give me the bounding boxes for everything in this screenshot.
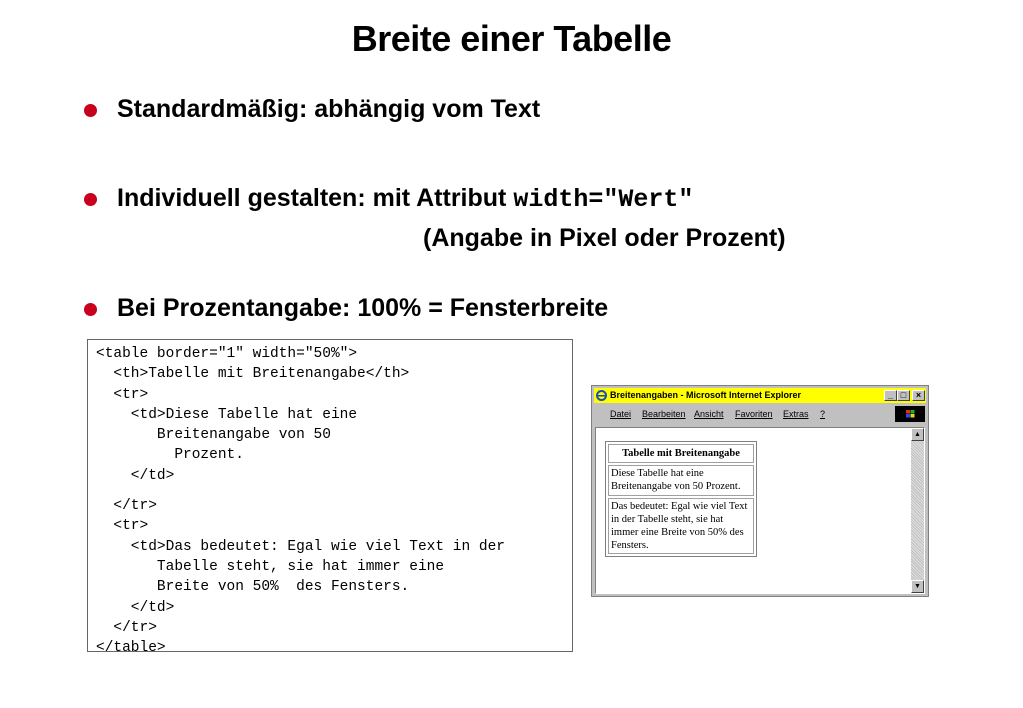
bullet-2-label: Individuell gestalten: mit Attribut — [117, 184, 514, 212]
bullet-dot — [84, 104, 97, 117]
windows-flag-icon — [895, 406, 925, 422]
rendered-table — [605, 441, 757, 557]
bullet-1-text: Standardmäßig: abhängig vom Text — [117, 95, 541, 123]
code-example-box — [87, 339, 573, 657]
scroll-up-button[interactable]: ▲ — [911, 428, 924, 441]
bullet-3-text: Bei Prozentangabe: 100% = Fensterbreite — [117, 294, 609, 322]
menu-datei[interactable]: Datei — [610, 409, 632, 419]
bullet-2-continuation: (Angabe in Pixel oder Prozent) — [423, 224, 786, 252]
bullet-2-text — [117, 184, 693, 214]
rendered-table-cell: Diese Tabelle hat eine Breitenangabe von 50 Prozent. — [608, 465, 754, 495]
browser-titlebar — [594, 388, 926, 403]
browser-viewport — [595, 427, 925, 594]
maximize-button[interactable]: □ — [897, 390, 910, 401]
browser-menubar — [594, 405, 926, 423]
scroll-down-button[interactable]: ▼ — [911, 580, 924, 593]
browser-window — [591, 385, 929, 597]
code-part-2: </tr> <tr> <td>Das bedeutet: Egal wie viel Text in der Tabelle steht, sie hat immer eine Breite von 50% des Fensters. </td> </tr> </table> — [96, 498, 505, 657]
page-title: Breite einer Tabelle — [351, 18, 672, 59]
ie-icon — [596, 390, 607, 401]
menu-favoriten[interactable]: Favoriten — [735, 409, 773, 419]
menu-help[interactable]: ? — [820, 409, 826, 419]
menu-extras[interactable]: Extras — [783, 409, 809, 419]
code-part-1: <table border="1" width="50%"> <th>Tabelle mit Breitenangabe</th> <tr> <td>Diese Tabelle hat eine Breitenangabe von 50 Prozent. </td> — [96, 346, 410, 484]
bullet-dot — [84, 303, 97, 316]
menu-ansicht[interactable]: Ansicht — [694, 409, 724, 419]
windows-logo-icon — [895, 406, 925, 422]
code-example — [96, 344, 505, 658]
vertical-scrollbar[interactable] — [911, 428, 924, 593]
menu-bearbeiten[interactable]: Bearbeiten — [642, 409, 686, 419]
bullet-dot — [84, 193, 97, 206]
close-button[interactable]: × — [912, 390, 925, 401]
rendered-table-cell: Das bedeutet: Egal wie viel Text in der Tabelle steht, sie hat immer eine Breite von 50% des Fensters. — [608, 498, 754, 555]
rendered-table-header: Tabelle mit Breitenangabe — [608, 444, 754, 463]
minimize-button[interactable]: _ — [884, 390, 897, 401]
browser-title: Breitenangaben - Microsoft Internet Explorer — [610, 390, 802, 400]
bullet-2-code: width="Wert" — [513, 185, 694, 214]
